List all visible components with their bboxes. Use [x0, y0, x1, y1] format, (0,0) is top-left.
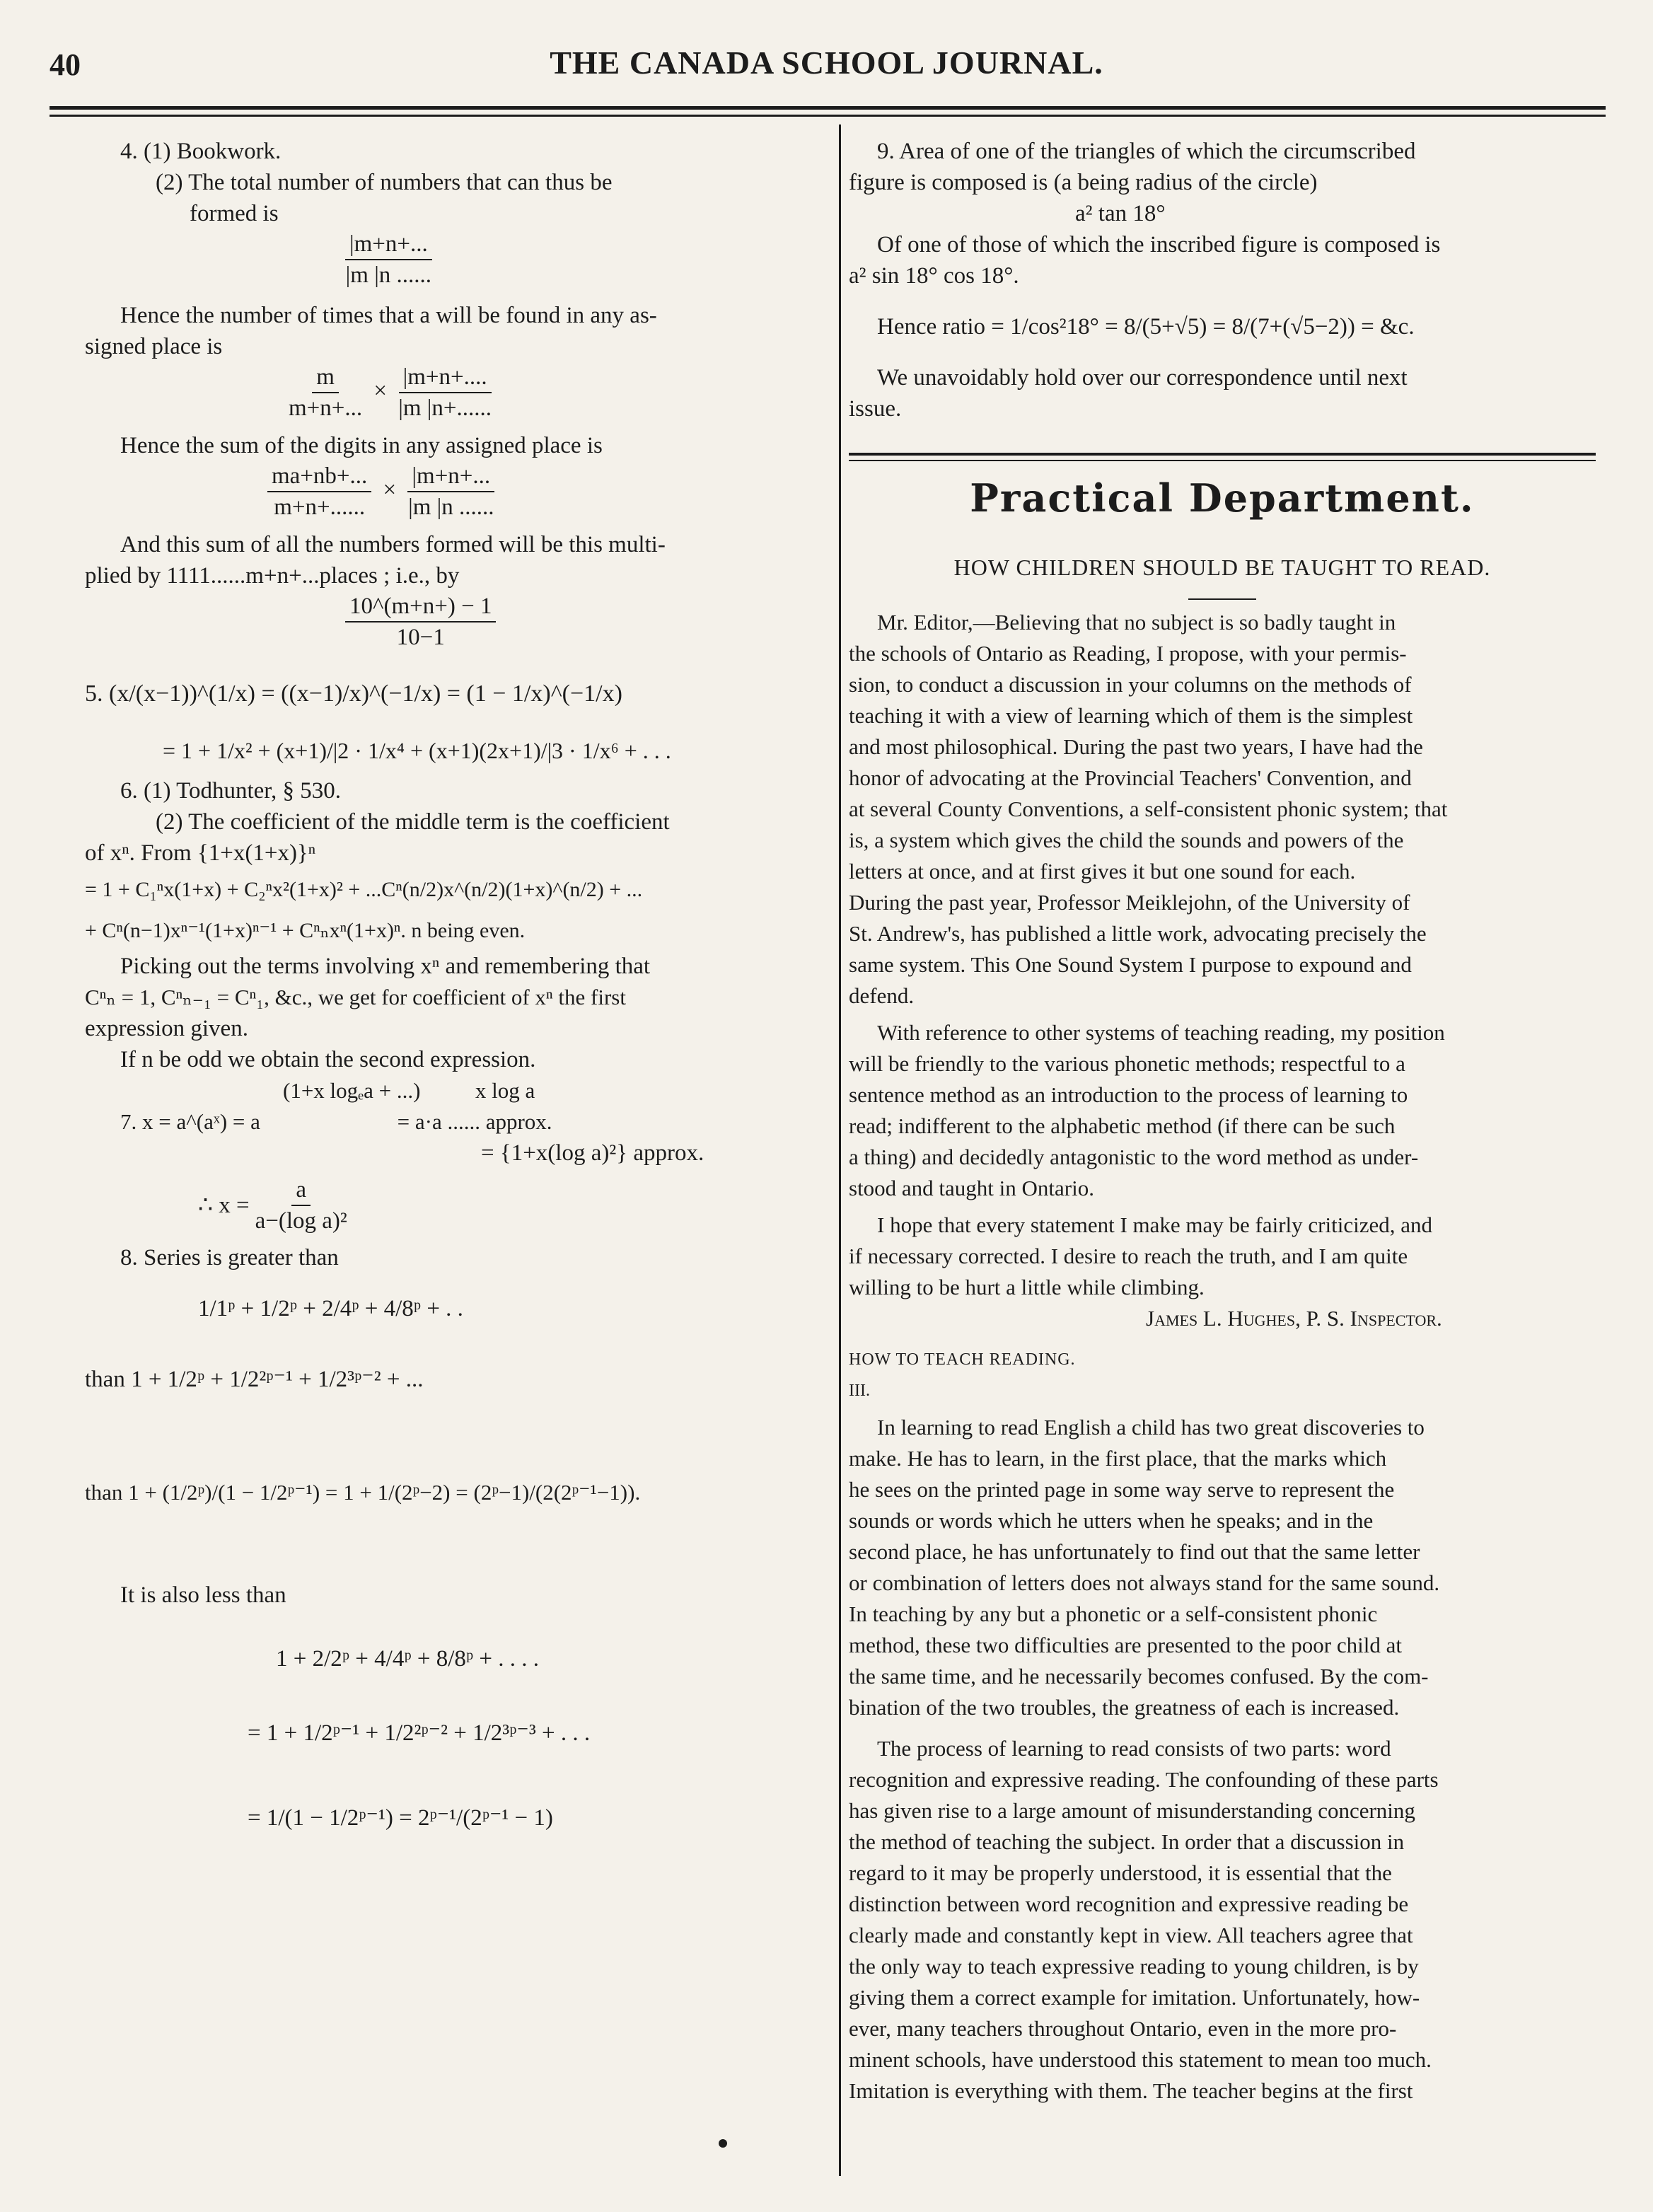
q4-expr3: [85, 461, 828, 529]
process-line: giving them a correct example for imitation. Unfortunately, how-: [849, 1985, 1420, 2010]
process-line: clearly made and constantly kept in view. All teachers agree that: [849, 1923, 1413, 1947]
q6-pick-a: Picking out the terms involving xⁿ and remembering that: [120, 954, 651, 979]
process-line: regard to it may be properly understood, it is essential that the: [849, 1860, 1392, 1885]
learning-line: he sees on the printed page in some way serve to represent the: [849, 1477, 1395, 1502]
q6-eq2: + Cⁿ(n−1)xⁿ⁻¹(1+x)ⁿ⁻¹ + Cⁿₙxⁿ(1+x)ⁿ. n being even.: [85, 919, 526, 942]
q6-pick-c: expression given.: [85, 1016, 248, 1041]
q4-expr1-den: |m |n ......: [345, 262, 432, 288]
q6-label: 6. (1) Todhunter, § 530.: [120, 778, 341, 804]
q7-therefore: ∴ x =: [198, 1193, 250, 1218]
letter-line: During the past year, Professor Meiklejohn, of the University of: [849, 890, 1410, 915]
ref-line: stood and taught in Ontario.: [849, 1176, 1094, 1200]
letter-block: [849, 607, 1596, 2107]
letter-line: and most philosophical. During the past two years, I have had the: [849, 734, 1423, 759]
q5-line2: = 1 + 1/x² + (x+1)/|2 · 1/x⁴ + (x+1)(2x+1)/|3 · 1/x⁶ + . . .: [163, 738, 671, 763]
process-line: the only way to teach expressive reading to young children, is by: [849, 1954, 1419, 1979]
q4-and-b: plied by 1111......m+n+...places ; i.e., by: [85, 563, 460, 589]
ref-line: With reference to other systems of teaching reading, my position: [877, 1020, 1445, 1045]
article-title: HOW CHILDREN SHOULD BE TAUGHT TO READ.: [953, 555, 1491, 580]
learning-line: bination of the two troubles, the greatness of each is increased.: [849, 1695, 1400, 1720]
correspondence-b: issue.: [849, 396, 902, 422]
section-rule-top: [849, 453, 1596, 456]
q4-expr3-right-num: |m+n+...: [407, 461, 494, 492]
q9-c: a² tan 18°: [1075, 201, 1166, 226]
letter-line: letters at once, and at first gives it but one sound for each.: [849, 859, 1356, 884]
letter-line: the schools of Ontario as Reading, I propose, with your permis-: [849, 641, 1407, 666]
learning-line: sounds or words which he utters when he speaks; and in the: [849, 1508, 1374, 1533]
subhead-number: III.: [849, 1382, 870, 1400]
q4-expr2: [85, 362, 828, 430]
q4-expr3-right: [407, 461, 494, 522]
q9-ratio: Hence ratio = 1/cos²18° = 8/(5+√5) = 8/(7+(√5−2)) = &c.: [877, 314, 1415, 340]
process-line: the method of teaching the subject. In order that a discussion in: [849, 1829, 1405, 1854]
q6-text-a: (2) The coefficient of the middle term is the coefficient: [156, 809, 670, 835]
q4-hence2: Hence the sum of the digits in any assigned place is: [120, 433, 603, 458]
ref-line: read; indifferent to the alphabetic method (if there can be such: [849, 1113, 1396, 1138]
q6-odd: If n be odd we obtain the second expression.: [120, 1047, 536, 1072]
q4-expr1-frac: [345, 229, 432, 290]
hope-line: if necessary corrected. I desire to reach the truth, and I am quite: [849, 1244, 1408, 1268]
q8-series5: = 1 + 1/2ᵖ⁻¹ + 1/2²ᵖ⁻² + 1/2³ᵖ⁻³ + . . .: [248, 1720, 591, 1746]
q7-frac: [255, 1175, 347, 1236]
q7-frac-den: a−(log a)²: [255, 1208, 347, 1234]
q9-e: a² sin 18° cos 18°.: [849, 263, 1019, 289]
process-line: Imitation is everything with them. The teacher begins at the first: [849, 2078, 1413, 2103]
q8-series1: 1/1ᵖ + 1/2ᵖ + 2/4ᵖ + 4/8ᵖ + . .: [198, 1296, 463, 1321]
header-rule-top: [50, 106, 1606, 110]
q4-and-a: And this sum of all the numbers formed will be this multi-: [120, 532, 666, 557]
process-line: ever, many teachers throughout Ontario, even in the more pro-: [849, 2016, 1397, 2041]
q4-hence1-b: signed place is: [85, 334, 223, 359]
q4-expr2-left: [289, 362, 362, 423]
header-rule-bottom: [50, 115, 1606, 117]
q6-text-b: of xⁿ. From {1+x(1+x)}ⁿ: [85, 840, 316, 866]
learning-line: second place, he has unfortunately to find out that the same letter: [849, 1539, 1420, 1564]
right-column: [849, 136, 1596, 424]
correspondence-a: We unavoidably hold over our correspondence until next: [877, 365, 1408, 390]
learning-line: In learning to read English a child has two great discoveries to: [877, 1415, 1425, 1440]
q4-hence1-a: Hence the number of times that a will be found in any as-: [120, 303, 657, 328]
q4-expr2-left-num: m: [312, 362, 339, 393]
q4-expr1: [85, 229, 828, 300]
q8-label: 8. Series is greater than: [120, 1245, 339, 1270]
letter-line: sion, to conduct a discussion in your columns on the methods of: [849, 672, 1412, 697]
q4-expr2-right: [398, 362, 492, 423]
letter-line: teaching it with a view of learning which of them is the simplest: [849, 703, 1413, 728]
learning-line: In teaching by any but a phonetic or a self-consistent phonic: [849, 1602, 1378, 1626]
letter-line: defend.: [849, 983, 915, 1008]
learning-line: method, these two difficulties are presented to the poor child at: [849, 1633, 1402, 1657]
times-sign: ×: [383, 477, 397, 503]
learning-line: make. He has to learn, in the first place, that the marks which: [849, 1446, 1387, 1471]
q4-expr3-left: [267, 461, 371, 522]
letter-line: honor of advocating at the Provincial Teachers' Convention, and: [849, 765, 1412, 790]
page-number: 40: [50, 47, 81, 82]
section-rule-thin: [849, 460, 1596, 461]
q8-series6: = 1/(1 − 1/2ᵖ⁻¹) = 2ᵖ⁻¹/(2ᵖ⁻¹ − 1): [248, 1805, 553, 1831]
q8-series4: 1 + 2/2ᵖ + 4/4ᵖ + 8/8ᵖ + . . . .: [276, 1646, 539, 1672]
signature: James L. Hughes, P. S. Inspector.: [1146, 1306, 1442, 1331]
article-title-rule: [1188, 598, 1256, 600]
process-line: minent schools, have understood this statement to mean too much.: [849, 2047, 1432, 2072]
q4-expr1-num: |m+n+...: [345, 229, 432, 260]
q8-series3: than 1 + (1/2ᵖ)/(1 − 1/2ᵖ⁻¹) = 1 + 1/(2ᵖ−2) = (2ᵖ−1)/(2(2ᵖ⁻¹−1)).: [85, 1480, 641, 1505]
q5-line1: 5. (x/(x−1))^(1/x) = ((x−1)/x)^(−1/x) = (1 − 1/x)^(−1/x): [85, 681, 622, 707]
q4-text-b: formed is: [190, 201, 279, 226]
q7-line1: 7. x = a^(aˣ) = a = a·a ...... approx.: [120, 1109, 552, 1134]
stray-dot: [719, 2139, 727, 2148]
q8-also: It is also less than: [120, 1582, 286, 1608]
ref-line: will be friendly to the various phonetic methods; respectful to a: [849, 1051, 1405, 1076]
q7-top: (1+x logₑa + ...) x log a: [283, 1078, 535, 1103]
hope-line: willing to be hurt a little while climbing.: [849, 1275, 1205, 1299]
q8-series2: than 1 + 1/2ᵖ + 1/2²ᵖ⁻¹ + 1/2³ᵖ⁻² + ...: [85, 1367, 424, 1392]
q7-result: [85, 1169, 828, 1242]
learning-line: the same time, and he necessarily becomes confused. By the com-: [849, 1664, 1429, 1689]
letter-line: at several County Conventions, a self-consistent phonic system; that: [849, 797, 1448, 821]
q4-expr2-right-num: |m+n+....: [399, 362, 492, 393]
q4-expr4-num: 10^(m+n+) − 1: [345, 591, 496, 623]
times-sign: ×: [373, 378, 388, 404]
q4-expr4: [85, 591, 828, 662]
letter-line: Mr. Editor,—Believing that no subject is so badly taught in: [877, 610, 1396, 635]
q4-expr3-right-den: |m |n ......: [408, 494, 494, 520]
journal-title: THE CANADA SCHOOL JOURNAL.: [550, 45, 1103, 81]
q9-d: Of one of those of which the inscribed figure is composed is: [877, 232, 1441, 257]
q4-text-a: (2) The total number of numbers that can thus be: [156, 170, 613, 195]
q4-expr2-right-den: |m |n+......: [398, 395, 492, 421]
process-line: recognition and expressive reading. The confounding of these parts: [849, 1767, 1439, 1792]
subhead: HOW TO TEACH READING.: [849, 1350, 1076, 1369]
letter-line: is, a system which gives the child the sounds and powers of the: [849, 828, 1404, 852]
section-title: Practical Department.: [970, 475, 1475, 521]
q6-eq1: = 1 + C₁ⁿx(1+x) + C₂ⁿx²(1+x)² + ...Cⁿ(n/2)x^(n/2)(1+x)^(n/2) + ...: [85, 878, 643, 901]
ref-line: a thing) and decidedly antagonistic to the word method as under-: [849, 1145, 1419, 1169]
letter-line: same system. This One Sound System I purpose to expound and: [849, 952, 1412, 977]
process-line: The process of learning to read consists of two parts: word: [877, 1736, 1391, 1761]
q4-expr3-left-den: m+n+......: [274, 494, 366, 520]
column-divider: [839, 125, 841, 2176]
q6-pick-b: Cⁿₙ = 1, Cⁿₙ₋₁ = Cⁿ₁, &c., we get for coefficient of xⁿ the first: [85, 985, 626, 1009]
learning-line: or combination of letters does not always stand for the same sound.: [849, 1570, 1440, 1595]
q7-line2: = {1+x(log a)²} approx.: [481, 1140, 704, 1166]
q4-expr3-left-num: ma+nb+...: [267, 461, 371, 492]
letter-line: St. Andrew's, has published a little work, advocating precisely the: [849, 921, 1427, 946]
q4-expr4-den: 10−1: [396, 625, 445, 650]
q9-b: figure is composed is (a being radius of the circle): [849, 170, 1318, 195]
q4-expr4-frac: [345, 591, 496, 652]
process-line: has given rise to a large amount of misunderstanding concerning: [849, 1798, 1415, 1823]
hope-line: I hope that every statement I make may be fairly criticized, and: [877, 1212, 1432, 1237]
process-line: distinction between word recognition and expressive reading be: [849, 1892, 1409, 1916]
q9-a: 9. Area of one of the triangles of which the circumscribed: [877, 139, 1416, 164]
q7-frac-num: a: [291, 1175, 311, 1206]
q4-label: 4. (1) Bookwork.: [120, 139, 282, 164]
q4-expr2-left-den: m+n+...: [289, 395, 363, 421]
ref-line: sentence method as an introduction to the process of learning to: [849, 1082, 1408, 1107]
left-column: [85, 136, 828, 1868]
